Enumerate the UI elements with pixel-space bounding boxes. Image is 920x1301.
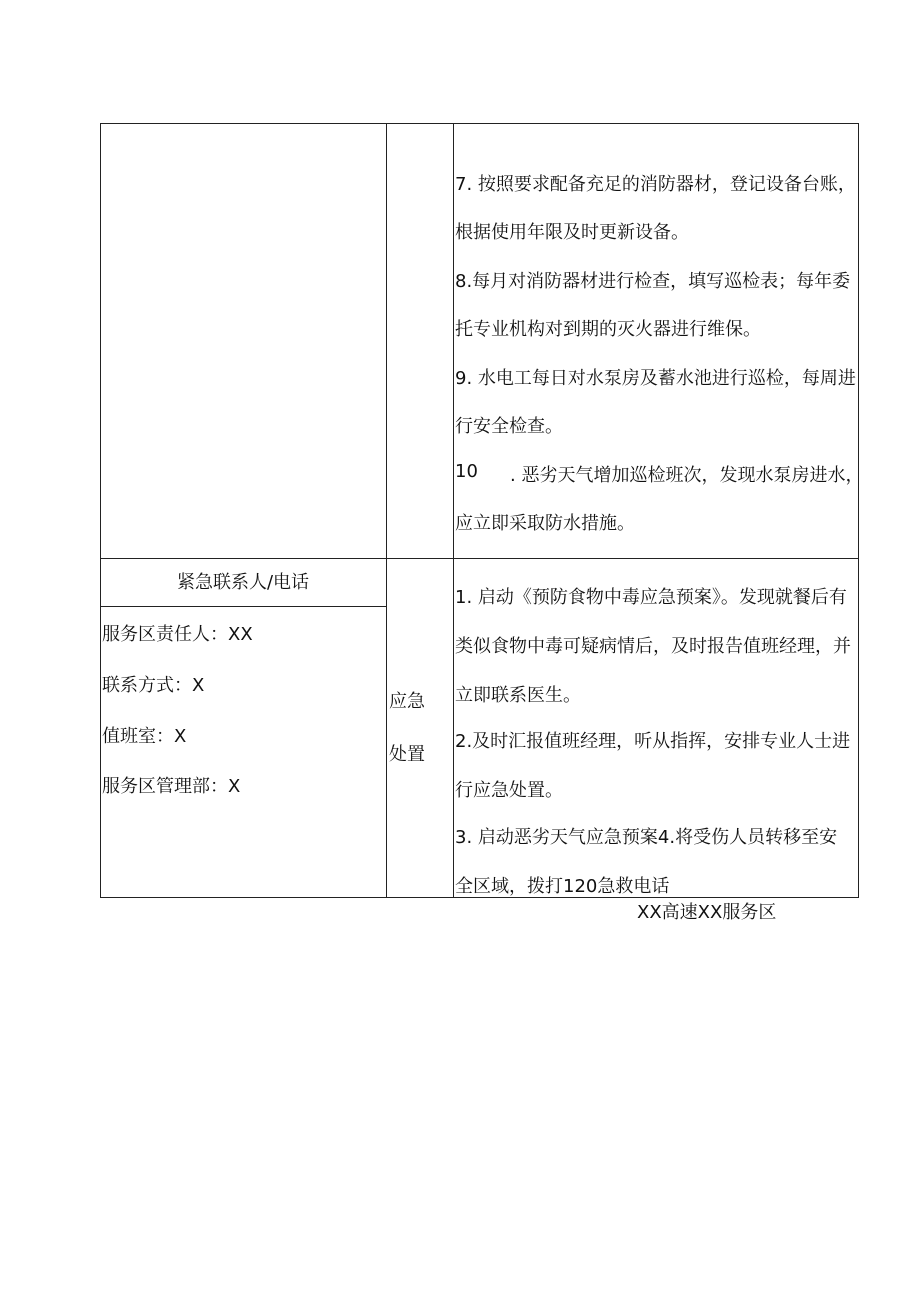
emergency-line: 全区域，拨打120急救电话 [455,876,670,897]
contacts-header-divider [100,606,386,607]
measure-number: 10 [455,461,478,482]
emergency-line: 1. 启动《预防食物中毒应急预案》。发现就餐后有 [455,587,847,608]
emergency-line: 行应急处置。 [455,780,563,801]
table-border-left [100,123,101,898]
column-divider-2 [453,123,454,898]
contact-row: 服务区责任人：XX [102,624,253,645]
contact-row: 值班室：X [102,726,187,747]
column-divider-1 [386,123,387,898]
emergency-line: 立即联系医生。 [455,685,581,706]
table-border-top [100,123,859,124]
contacts-header: 紧急联系人/电话 [176,572,310,593]
measure-line: 根据使用年限及时更新设备。 [455,222,689,243]
footer-organization: XX高速XX服务区 [637,902,777,923]
measure-line: 托专业机构对到期的灭火器进行维保。 [455,319,761,340]
emergency-label-line2: 处置 [389,744,425,765]
emergency-line: 2.及时汇报值班经理，听从指挥，安排专业人士进 [455,731,851,752]
measure-line: . 恶劣天气增加巡检班次，发现水泵房进水， [510,465,864,486]
emergency-line: 类似食物中毒可疑病情后，及时报告值班经理，并 [455,636,851,657]
contact-row: 服务区管理部：X [102,776,241,797]
contact-row: 联系方式：X [102,675,205,696]
measure-line: 9. 水电工每日对水泵房及蓄水池进行巡检，每周进 [455,368,856,389]
row-divider [100,558,859,559]
emergency-label-line1: 应急 [389,691,425,712]
table-border-right [858,123,859,898]
measure-line: 应立即采取防水措施。 [455,513,635,534]
measure-line: 8.每月对消防器材进行检查，填写巡检表；每年委 [455,271,851,292]
measure-line: 行安全检查。 [455,416,563,437]
measure-line: 7. 按照要求配备充足的消防器材，登记设备台账， [455,174,856,195]
emergency-line: 3. 启动恶劣天气应急预案4.将受伤人员转移至安 [455,827,838,848]
